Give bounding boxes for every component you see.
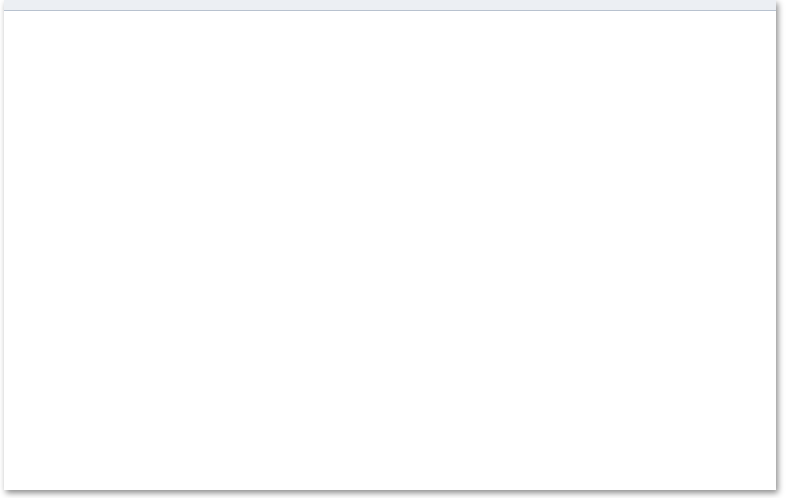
spreadsheet-frame: [4, 0, 776, 490]
column-header-bar: [4, 0, 776, 11]
